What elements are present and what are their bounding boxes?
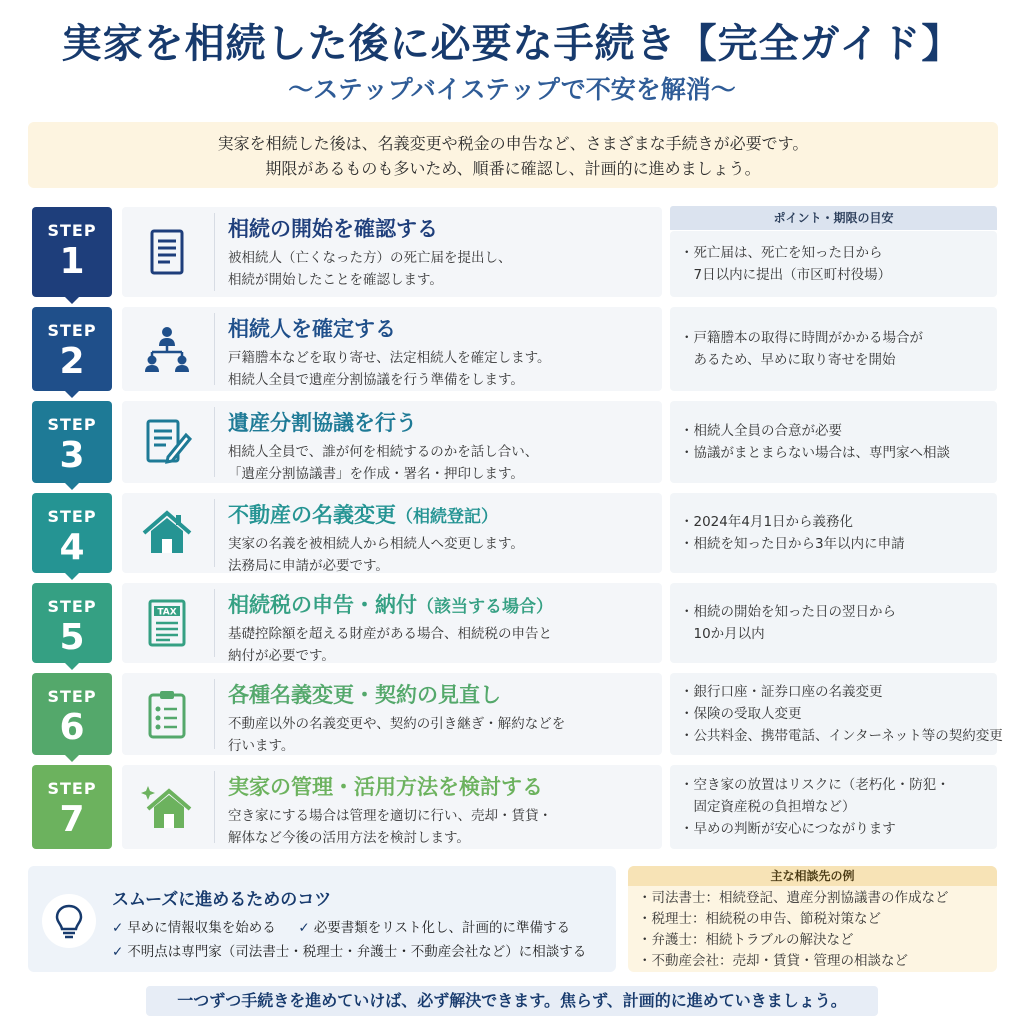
step-description — [228, 805, 552, 849]
step-7-points — [670, 765, 997, 849]
step-4-badge — [32, 493, 112, 573]
divider — [214, 589, 215, 657]
divider — [214, 771, 215, 843]
points-header: ポイント・期限の目安 — [670, 206, 997, 230]
step-desc-line: 行います。 — [228, 738, 295, 754]
page-title: 実家を相続した後に必要な手続き【完全ガイド】 — [61, 21, 963, 67]
tips-item-2: 必要書類をリスト化し、計画的に準備する — [313, 920, 570, 936]
point-item: ・相続を知った日から3年以内に申請 — [680, 536, 905, 552]
step-label: STEP — [47, 507, 97, 526]
point-item: ・相続人全員の合意が必要 — [680, 423, 842, 439]
step-number: 6 — [59, 707, 85, 748]
step-number: 2 — [59, 341, 85, 382]
consult-item: ・不動産会社：売却・賃貸・管理の相談など — [638, 953, 908, 969]
divider — [214, 407, 215, 477]
step-title-note: （相続登記） — [396, 507, 498, 527]
tips-row-2 — [112, 940, 586, 960]
step-title — [228, 679, 501, 709]
step-label: STEP — [47, 321, 97, 340]
step-number: 5 — [59, 617, 85, 658]
step-2-card — [122, 307, 662, 391]
consult-list — [628, 886, 997, 972]
divider — [214, 679, 215, 749]
step-number: 4 — [59, 527, 85, 568]
step-desc-line: 相続人全員で遺産分割協議を行う準備をします。 — [228, 372, 524, 388]
step-title-text: 相続税の申告・納付 — [228, 593, 417, 617]
step-title — [228, 589, 553, 619]
step-desc-line: 空き家にする場合は管理を適切に行い、売却・賃貸・ — [228, 808, 552, 824]
step-description — [228, 623, 552, 667]
svg-text:TAX: TAX — [157, 607, 177, 618]
step-label: STEP — [47, 415, 97, 434]
clipboard-checklist-icon — [140, 687, 194, 741]
step-number: 1 — [59, 241, 85, 282]
point-item: ・公共料金、携帯電話、インターネット等の契約変更 — [680, 728, 1003, 744]
step-desc-line: 基礎控除額を超える財産がある場合、相続税の申告と — [228, 626, 552, 642]
consult-box — [628, 866, 997, 972]
step-description — [228, 247, 512, 291]
check-icon: ✓ — [112, 920, 124, 936]
step-desc-line: 相続人全員で、誰が何を相続するのかを話し合い、 — [228, 444, 539, 460]
step-desc-line: 不動産以外の名義変更や、契約の引き継ぎ・解約などを — [228, 716, 566, 732]
step-description — [228, 441, 538, 485]
tips-item-3: 不明点は専門家（司法書士・税理士・弁護士・不動産会社など）に相談する — [127, 944, 587, 960]
step-2-badge — [32, 307, 112, 391]
step-title — [228, 407, 417, 437]
step-5-points — [670, 583, 997, 663]
point-item: 固定資産税の負担増など） — [680, 799, 856, 815]
point-item: ・銀行口座・証券口座の名義変更 — [680, 684, 883, 700]
point-item: 10か月以内 — [680, 626, 765, 642]
check-icon: ✓ — [298, 920, 310, 936]
step-title-text: 不動産の名義変更 — [228, 503, 396, 527]
step-6-badge — [32, 673, 112, 755]
step-title — [228, 313, 396, 343]
tips-row-1 — [112, 916, 570, 936]
step-title — [228, 213, 438, 243]
point-item: ・協議がまとまらない場合は、専門家へ相談 — [680, 445, 950, 461]
step-title-text: 各種名義変更・契約の見直し — [228, 683, 501, 707]
consult-item: ・司法書士：相続登記、遺産分割協議書の作成など — [638, 890, 949, 906]
family-tree-icon — [140, 322, 194, 376]
divider — [214, 313, 215, 385]
step-label: STEP — [47, 221, 97, 240]
point-item: 7日以内に提出（市区町村役場） — [680, 267, 892, 283]
step-7-badge — [32, 765, 112, 849]
step-1-badge — [32, 207, 112, 297]
document-pen-icon — [140, 415, 194, 469]
step-title-text: 遺産分割協議を行う — [228, 411, 417, 435]
step-desc-line: 解体など今後の活用方法を検討します。 — [228, 830, 470, 846]
step-title-text: 相続の開始を確認する — [228, 217, 438, 241]
tips-item-1: 早めに情報収集を始める — [127, 920, 276, 936]
point-item: ・相続の開始を知った日の翌日から — [680, 604, 896, 620]
intro-line-1: 実家を相続した後は、名義変更や税金の申告など、さまざまな手続きが必要です。 — [217, 134, 809, 153]
step-3-badge — [32, 401, 112, 483]
step-5-badge — [32, 583, 112, 663]
point-item: ・早めの判断が安心につながります — [680, 821, 896, 837]
point-item: あるため、早めに取り寄せを開始 — [680, 352, 896, 368]
step-3-card — [122, 401, 662, 483]
step-number: 3 — [59, 435, 85, 476]
divider — [214, 499, 215, 567]
step-label: STEP — [47, 687, 97, 706]
step-7-card — [122, 765, 662, 849]
step-2-points — [670, 307, 997, 391]
point-item: ・死亡届は、死亡を知った日から — [680, 245, 883, 261]
tax-form-icon — [140, 596, 194, 650]
step-desc-line: 被相続人（亡くなった方）の死亡届を提出し、 — [228, 250, 512, 266]
step-1-points — [670, 231, 997, 297]
step-6-points — [670, 673, 1003, 755]
intro-line-2: 期限があるものも多いため、順番に確認し、計画的に進めましょう。 — [265, 159, 761, 178]
consult-header: 主な相談先の例 — [628, 866, 997, 886]
step-desc-line: 相続が開始したことを確認します。 — [228, 272, 443, 288]
lightbulb-icon — [42, 894, 96, 948]
check-icon: ✓ — [112, 944, 124, 960]
step-title-note: （該当する場合） — [417, 597, 553, 617]
step-1-card — [122, 207, 662, 297]
consult-item: ・弁護士：相続トラブルの解決など — [638, 932, 854, 948]
page-subtitle: 〜ステップバイステップで不安を解消〜 — [288, 75, 736, 104]
step-desc-line: 実家の名義を被相続人から相続人へ変更します。 — [228, 536, 524, 552]
step-title — [228, 499, 498, 529]
point-item: ・空き家の放置はリスクに（老朽化・防犯・ — [680, 777, 950, 793]
step-desc-line: 「遺産分割協議書」を作成・署名・押印します。 — [228, 466, 524, 482]
point-item: ・戸籍謄本の取得に時間がかかる場合が — [680, 330, 923, 346]
intro-box — [28, 122, 998, 188]
step-desc-line: 戸籍謄本などを取り寄せ、法定相続人を確定します。 — [228, 350, 551, 366]
consult-item: ・税理士：相続税の申告、節税対策など — [638, 911, 881, 927]
step-4-card — [122, 493, 662, 573]
step-number: 7 — [59, 799, 85, 840]
step-description — [228, 713, 565, 757]
step-title-text: 実家の管理・活用方法を検討する — [228, 775, 543, 799]
tips-title: スムーズに進めるためのコツ — [112, 890, 332, 910]
step-3-points — [670, 401, 997, 483]
step-label: STEP — [47, 597, 97, 616]
step-6-card — [122, 673, 662, 755]
divider — [214, 213, 215, 291]
step-desc-line: 法務局に申請が必要です。 — [228, 558, 389, 574]
step-label: STEP — [47, 779, 97, 798]
house-icon — [140, 506, 194, 560]
step-title — [228, 771, 543, 801]
step-description — [228, 533, 524, 577]
footer-message: 一つずつ手続きを進めていけば、必ず解決できます。焦らず、計画的に進めていきましょう。 — [146, 986, 878, 1016]
document-icon — [140, 225, 194, 279]
step-title-text: 相続人を確定する — [228, 317, 396, 341]
step-5-card — [122, 583, 662, 663]
step-description — [228, 347, 551, 391]
step-4-points — [670, 493, 997, 573]
tips-box — [28, 866, 616, 972]
step-desc-line: 納付が必要です。 — [228, 648, 335, 664]
point-item: ・2024年4月1日から義務化 — [680, 514, 854, 530]
sparkle-house-icon — [140, 780, 194, 834]
point-item: ・保険の受取人変更 — [680, 706, 802, 722]
